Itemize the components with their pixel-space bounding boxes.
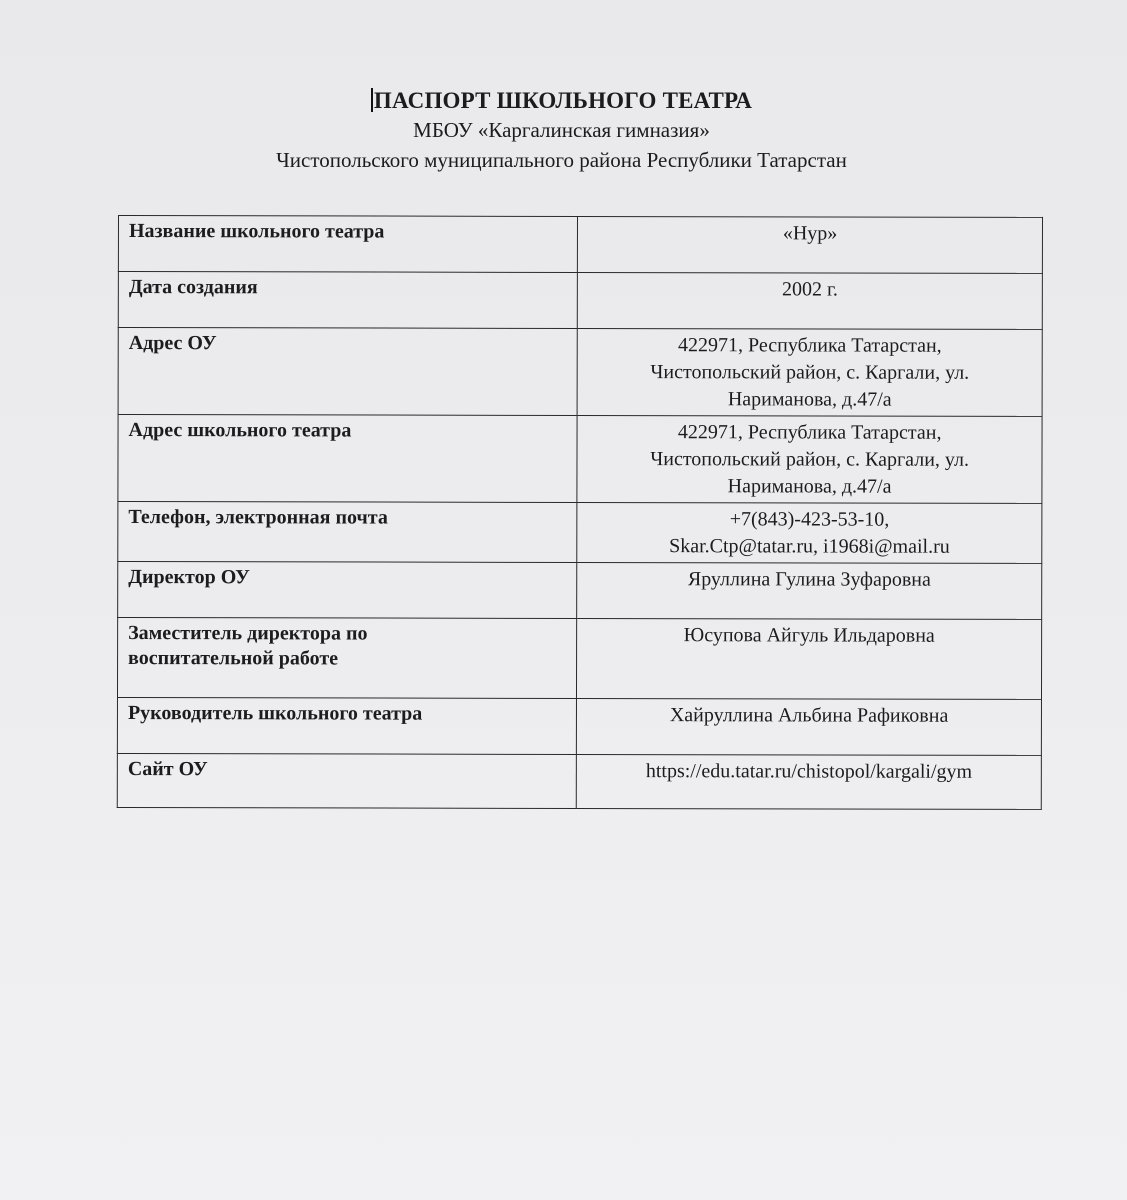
- value-line: Нариманова, д.47/а: [727, 388, 892, 411]
- value-line: Нариманова, д.47/а: [727, 475, 892, 498]
- row-value: Хайруллина Альбина Рафиковна: [577, 698, 1042, 755]
- value-line: 422971, Республика Татарстан,: [677, 421, 942, 444]
- table-row: [118, 502, 1042, 564]
- document-title-line: [0, 86, 1125, 116]
- label-line: воспитательной работе: [128, 647, 339, 670]
- table-row: [117, 753, 1041, 809]
- row-value: Яруллина Гулина Зуфаровна: [577, 562, 1042, 619]
- table-row: [118, 562, 1042, 620]
- text-cursor: [371, 88, 373, 112]
- row-value: «Нур»: [578, 216, 1043, 273]
- value-line: 422971, Республика Татарстан,: [678, 334, 942, 357]
- row-value: [577, 415, 1042, 503]
- table-row: [117, 618, 1041, 700]
- table-row: [118, 272, 1042, 330]
- value-line: Чистопольский район, с. Каргали, ул.: [650, 361, 970, 384]
- school-name: МБОУ «Каргалинская гимназия»: [413, 118, 710, 142]
- value-line: Skar.Ctp@tatar.ru, i1968i@mail.ru: [669, 535, 950, 558]
- district-name: Чистопольского муниципального района Республики Татарстан: [276, 148, 847, 172]
- document-header: [0, 86, 1127, 175]
- row-value: 2002 г.: [578, 272, 1043, 329]
- label-line: Заместитель директора по: [128, 622, 368, 645]
- row-label: Дата создания: [118, 272, 577, 329]
- website-link[interactable]: https://edu.tatar.ru/chistopol/kargali/gym: [577, 754, 1042, 809]
- row-label: Название школьного театра: [118, 216, 577, 273]
- value-line: +7(843)-423-53-10,: [729, 508, 890, 531]
- row-label: Адрес ОУ: [118, 328, 577, 416]
- table-row: [118, 415, 1042, 504]
- table-row: [118, 216, 1042, 274]
- row-label: Телефон, электронная почта: [118, 502, 577, 563]
- table-row: [118, 328, 1042, 417]
- row-label: Адрес школьного театра: [118, 415, 577, 503]
- table-row: [117, 698, 1041, 756]
- passport-table: [117, 215, 1043, 810]
- document-title: ПАСПОРТ ШКОЛЬНОГО ТЕАТРА: [373, 88, 753, 113]
- row-label: [117, 618, 576, 699]
- row-value: Юсупова Айгуль Ильдаровна: [577, 618, 1042, 699]
- row-label: Директор ОУ: [118, 562, 577, 619]
- value-line: Чистопольский район, с. Каргали, ул.: [650, 448, 970, 471]
- row-value: [577, 502, 1042, 563]
- row-label: Руководитель школьного театра: [117, 698, 576, 755]
- row-value: [577, 328, 1042, 416]
- row-label: Сайт ОУ: [117, 753, 576, 808]
